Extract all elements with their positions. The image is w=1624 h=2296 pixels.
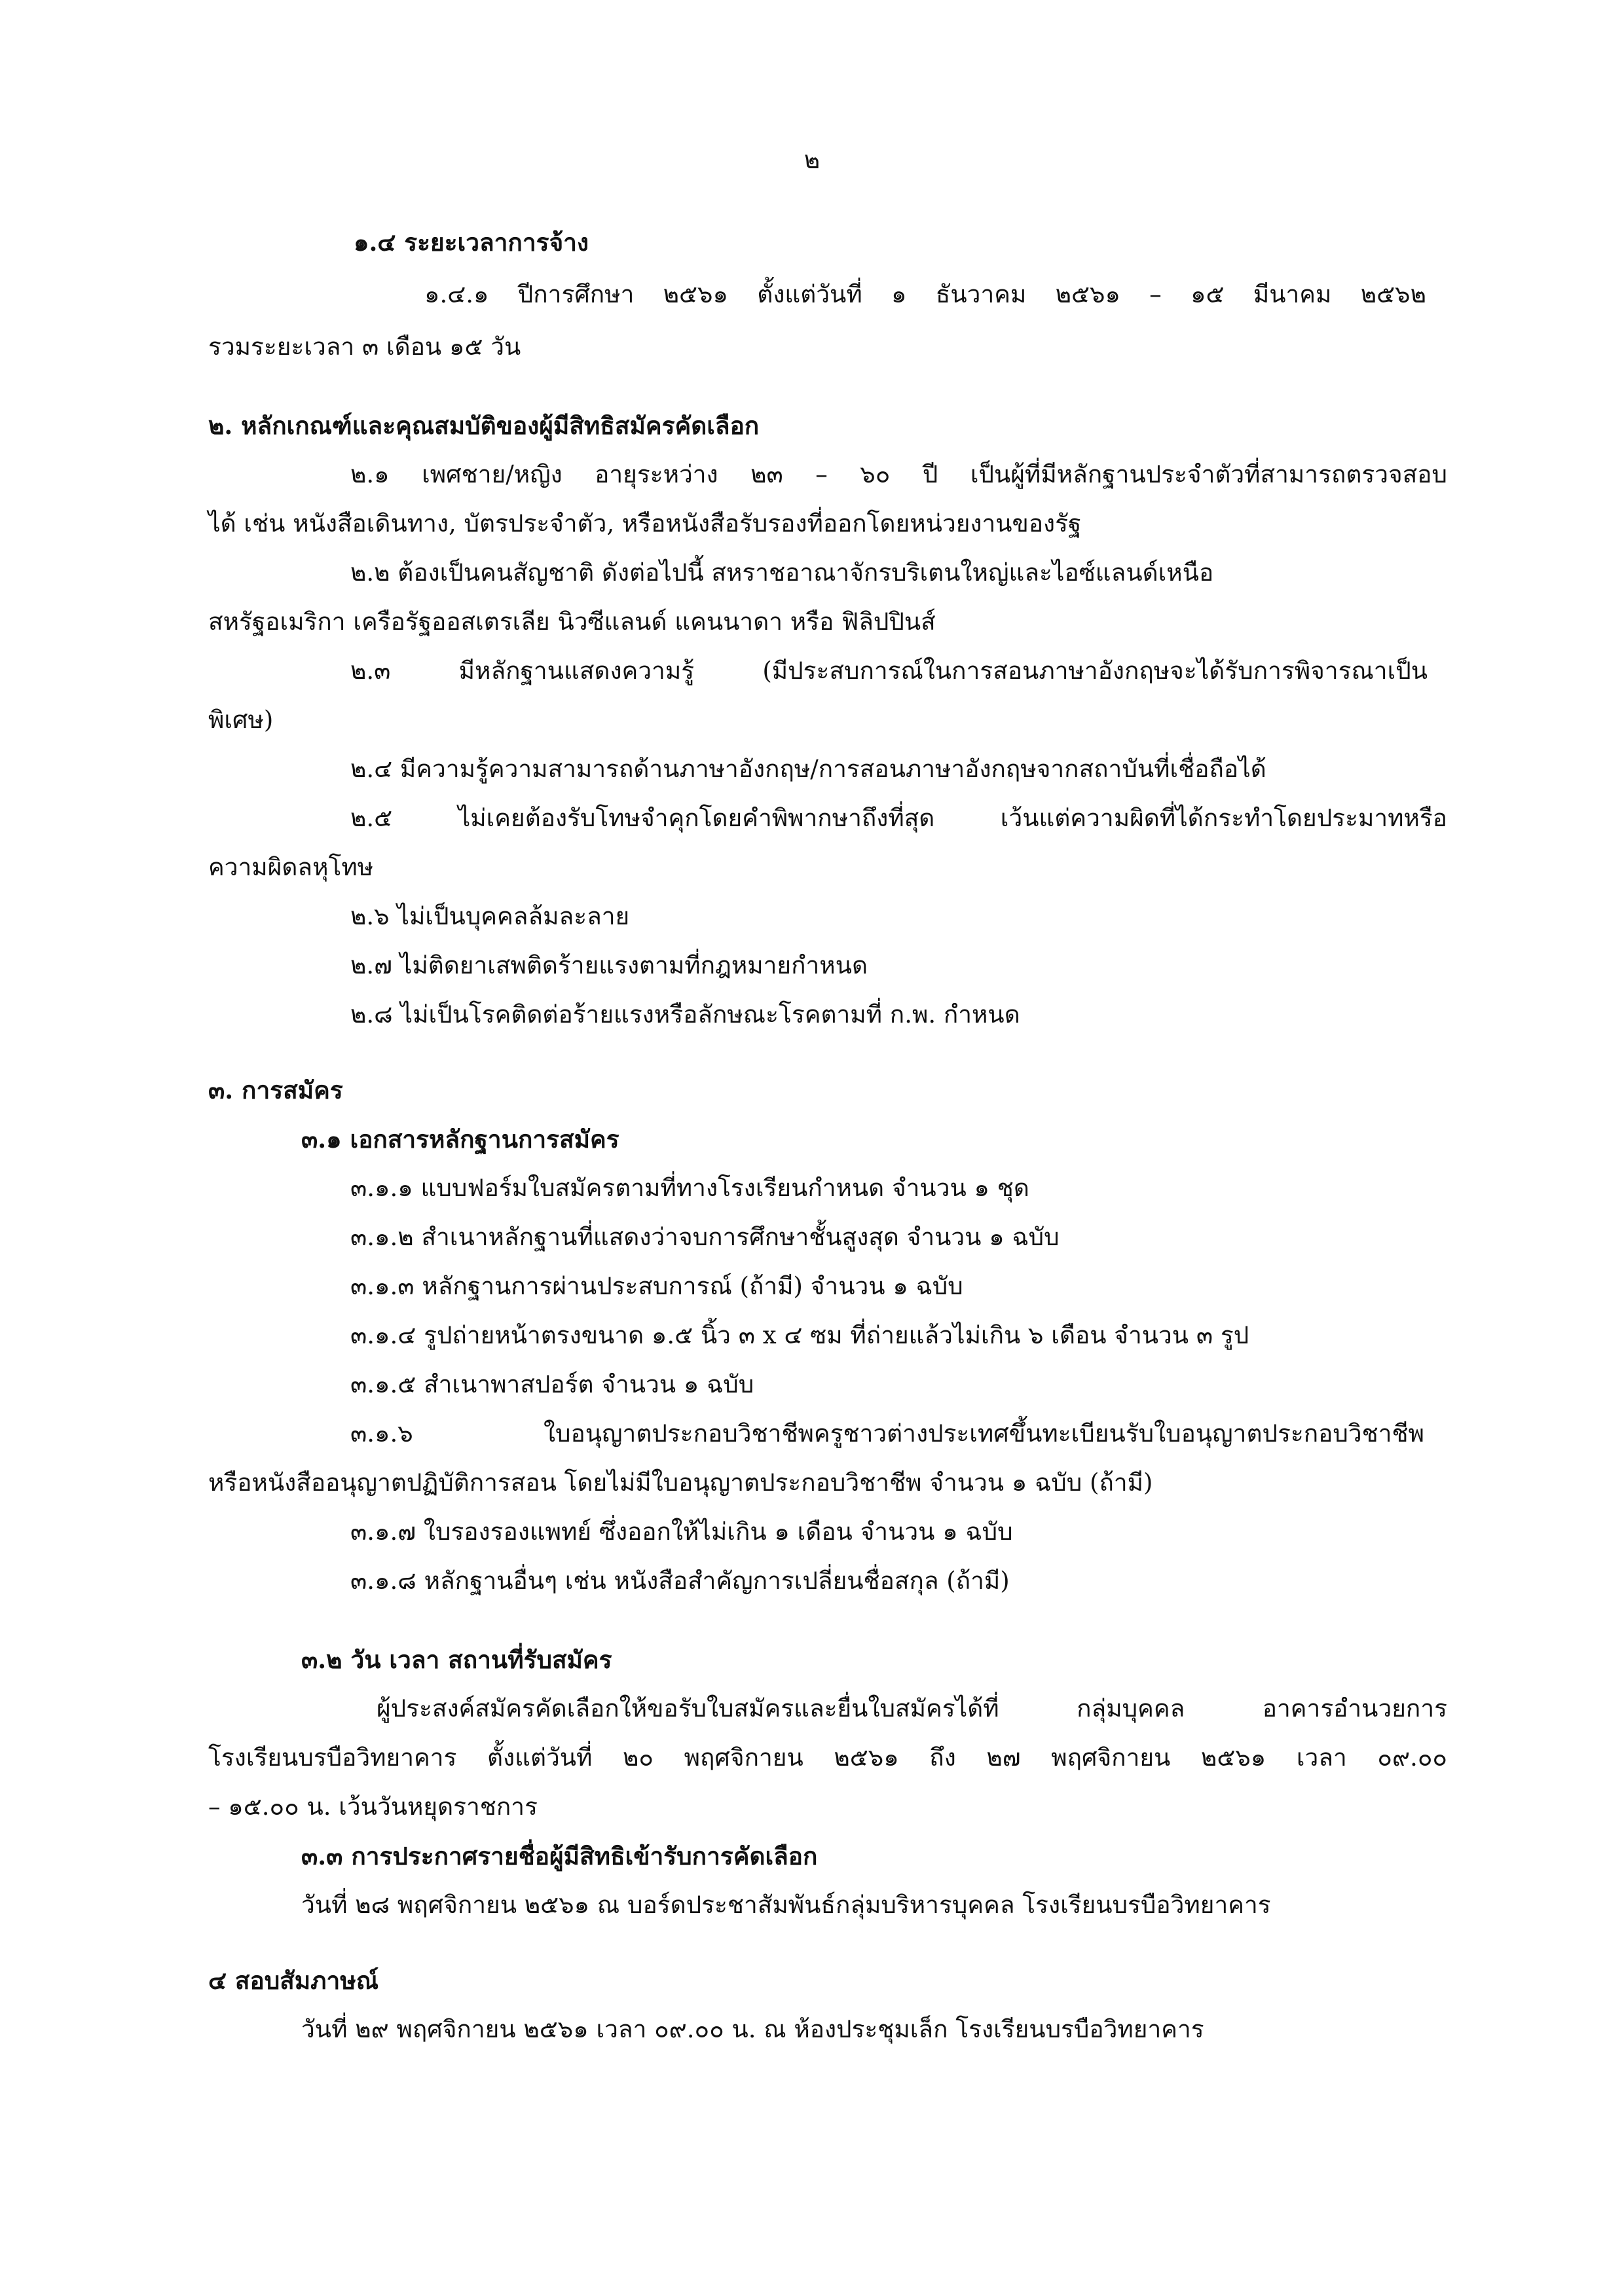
section-3-3-heading: ๓.๓ การประกาศรายชื่อผู้มีสิทธิเข้ารับการคัดเลือก [301, 1842, 818, 1870]
section-1-4-line: รวมระยะเวลา ๓ เดือน ๑๕ วัน [208, 333, 521, 361]
section-1-4-line: ๑.๔.๑ ปีการศึกษา ๒๕๖๑ ตั้งแต่วันที่ ๑ ธันวาคม ๒๕๖๑ – ๑๕ มีนาคม ๒๕๖๒ [424, 280, 1426, 308]
section-2-line: ๒.๘ ไม่เป็นโรคติดต่อร้ายแรงหรือลักษณะโรคตามที่ ก.พ. กำหนด [350, 1000, 1020, 1029]
section-3-2-heading: ๓.๒ วัน เวลา สถานที่รับสมัคร [301, 1645, 612, 1674]
section-3-1-line: ๓.๑.๖ ใบอนุญาตประกอบวิชาชีพครูชาวต่างประเทศขึ้นทะเบียนรับใบอนุญาตประกอบวิชาชีพ [350, 1419, 1424, 1448]
section-2-line: ๒.๑ เพศชาย/หญิง อายุระหว่าง ๒๓ – ๖๐ ปี เป็นผู้ที่มีหลักฐานประจำตัวที่สามารถตรวจสอบ [350, 460, 1447, 488]
section-2-line: ๒.๗ ไม่ติดยาเสพติดร้ายแรงตามที่กฎหมายกำหนด [350, 951, 868, 979]
section-2-line: สหรัฐอเมริกา เครือรัฐออสเตรเลีย นิวซีแลนด์ แคนนาดา หรือ ฟิลิปปินส์ [208, 608, 936, 636]
section-3-1-line: ๓.๑.๑ แบบฟอร์มใบสมัครตามที่ทางโรงเรียนกำหนด จำนวน ๑ ชุด [350, 1174, 1029, 1202]
section-3-2-line: โรงเรียนบรบือวิทยาคาร ตั้งแต่วันที่ ๒๐ พฤศจิกายน ๒๕๖๑ ถึง ๒๗ พฤศจิกายน ๒๕๖๑ เวลา ๐๙.๐๐ [208, 1743, 1447, 1772]
section-3-1-line: ๓.๑.๒ สำเนาหลักฐานที่แสดงว่าจบการศึกษาชั้นสูงสุด จำนวน ๑ ฉบับ [350, 1223, 1060, 1251]
section-2-line: ได้ เช่น หนังสือเดินทาง, บัตรประจำตัว, หรือหนังสือรับรองที่ออกโดยหน่วยงานของรัฐ [208, 509, 1082, 538]
section-2-line: ๒.๔ มีความรู้ความสามารถด้านภาษาอังกฤษ/การสอนภาษาอังกฤษจากสถาบันที่เชื่อถือได้ [350, 755, 1266, 783]
page-number: ๒ [803, 146, 821, 174]
section-3-1-line: ๓.๑.๘ หลักฐานอื่นๆ เช่น หนังสือสำคัญการเปลี่ยนชื่อสกุล (ถ้ามี) [350, 1567, 1010, 1595]
section-2-heading: ๒. หลักเกณฑ์และคุณสมบัติของผู้มีสิทธิสมัครคัดเลือก [208, 411, 760, 440]
section-3-1-line: ๓.๑.๕ สำเนาพาสปอร์ต จำนวน ๑ ฉบับ [350, 1370, 754, 1398]
section-2-line: ๒.๓ มีหลักฐานแสดงความรู้ (มีประสบการณ์ในการสอนภาษาอังกฤษจะได้รับการพิจารณาเป็น [350, 657, 1428, 685]
section-3-1-line: ๓.๑.๔ รูปถ่ายหน้าตรงขนาด ๑.๕ นิ้ว ๓ x ๔ ซม ที่ถ่ายแล้วไม่เกิน ๖ เดือน จำนวน ๓ รูป [350, 1321, 1249, 1349]
section-2-line: ๒.๖ ไม่เป็นบุคคลล้มละลาย [350, 902, 630, 930]
section-2-line: พิเศษ) [208, 706, 274, 734]
section-4-heading: ๔ สอบสัมภาษณ์ [208, 1966, 379, 1995]
section-3-2-line: – ๑๕.๐๐ น. เว้นวันหยุดราชการ [208, 1793, 538, 1821]
section-3-3-line: วันที่ ๒๘ พฤศจิกายน ๒๕๖๑ ณ บอร์ดประชาสัมพันธ์กลุ่มบริหารบุคคล โรงเรียนบรบือวิทยาคาร [301, 1891, 1271, 1919]
section-3-1-line: ๓.๑.๗ ใบรองรองแพทย์ ซึ่งออกให้ไม่เกิน ๑ เดือน จำนวน ๑ ฉบับ [350, 1518, 1013, 1546]
section-3-1-heading: ๓.๑ เอกสารหลักฐานการสมัคร [301, 1125, 619, 1154]
section-2-line: ๒.๕ ไม่เคยต้องรับโทษจำคุกโดยคำพิพากษาถึงที่สุด เว้นแต่ความผิดที่ได้กระทำโดยประมาทหรือ [350, 804, 1447, 832]
section-1-4-heading: ๑.๔ ระยะเวลาการจ้าง [354, 228, 589, 257]
section-4-line: วันที่ ๒๙ พฤศจิกายน ๒๕๖๑ เวลา ๐๙.๐๐ น. ณ ห้องประชุมเล็ก โรงเรียนบรบือวิทยาคาร [301, 2015, 1204, 2043]
section-3-1-line: หรือหนังสืออนุญาตปฏิบัติการสอน โดยไม่มีใบอนุญาตประกอบวิชาชีพ จำนวน ๑ ฉบับ (ถ้ามี) [208, 1468, 1153, 1497]
section-2-line: ความผิดลหุโทษ [208, 853, 374, 881]
section-3-1-line: ๓.๑.๓ หลักฐานการผ่านประสบการณ์ (ถ้ามี) จำนวน ๑ ฉบับ [350, 1272, 963, 1300]
section-3-heading: ๓. การสมัคร [208, 1076, 343, 1104]
section-2-line: ๒.๒ ต้องเป็นคนสัญชาติ ดังต่อไปนี้ สหราชอาณาจักรบริเตนใหญ่และไอซ์แลนด์เหนือ [350, 558, 1214, 587]
section-3-2-line: ผู้ประสงค์สมัครคัดเลือกให้ขอรับใบสมัครและยื่นใบสมัครได้ที่ กลุ่มบุคคล อาคารอำนวยการ [377, 1694, 1447, 1722]
